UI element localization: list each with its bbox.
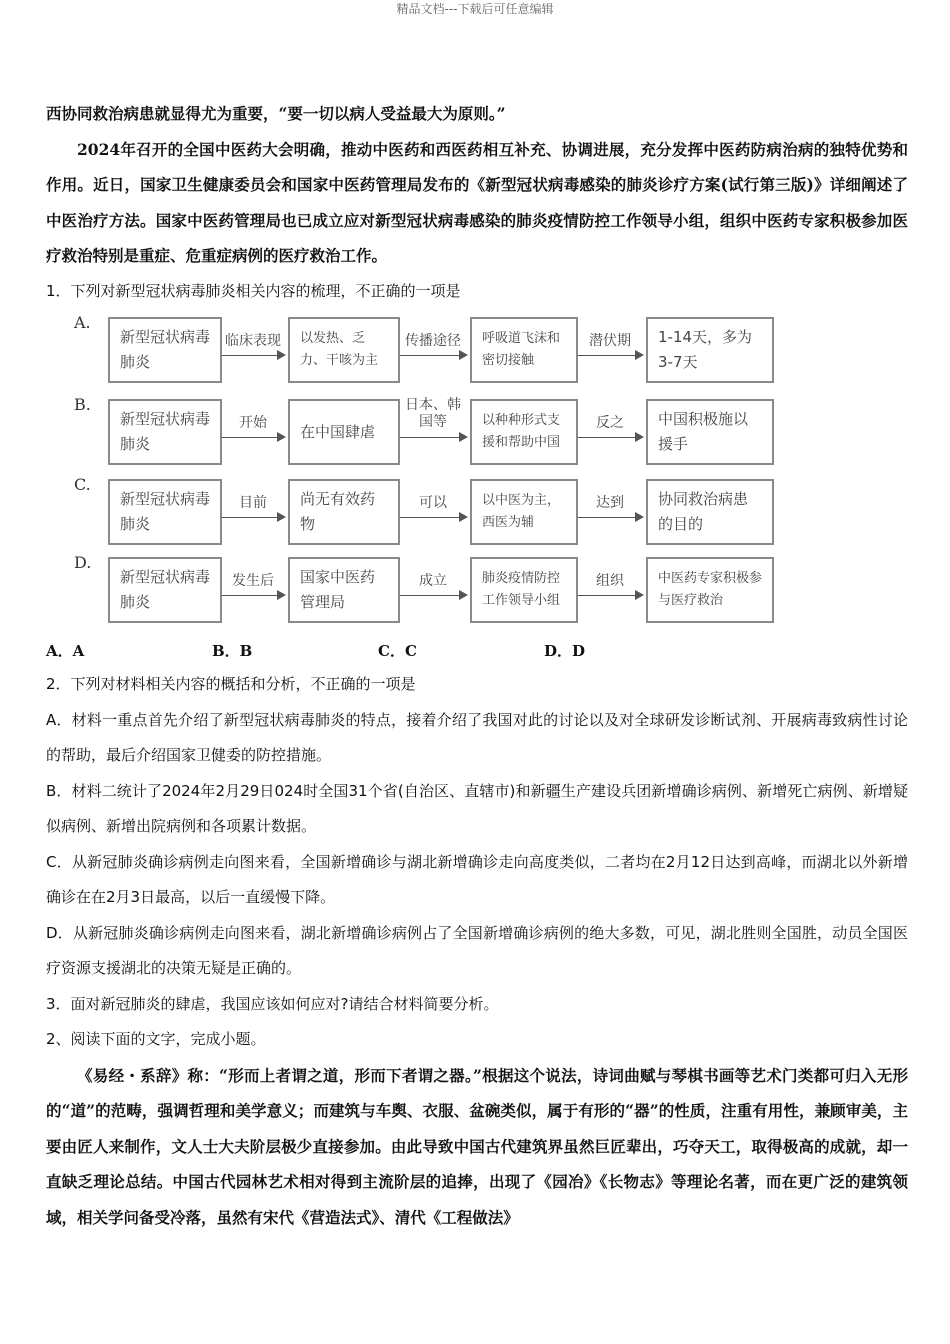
- flow-box: 新型冠状病毒肺炎: [108, 399, 222, 465]
- flow-box: 中医药专家积极参与医疗救治: [646, 557, 774, 623]
- arrow-label: 达到: [596, 495, 624, 511]
- flow-box: 尚无有效药物: [288, 479, 400, 545]
- section-2-heading: 2、阅读下面的文字，完成小题。: [46, 1030, 266, 1048]
- arrow-right-icon: [222, 595, 284, 596]
- question-1-stem: 1．下列对新型冠状病毒肺炎相关内容的梳理，不正确的一项是: [46, 281, 461, 300]
- arrow-right-icon: [578, 595, 642, 596]
- question-2-option-a[interactable]: A．材料一重点首先介绍了新型冠状病毒肺炎的特点，接着介绍了我国对此的讨论以及对全球研发诊断试剂、开展病毒致病性讨论的帮助，最后介绍国家卫健委的防控措施。: [46, 710, 908, 764]
- arrow-right-icon: [222, 355, 284, 356]
- page-header: 精品文档---下载后可任意编辑: [396, 2, 554, 16]
- arrow-label: 开始: [239, 415, 267, 431]
- arrow-label: 传播途径: [405, 333, 461, 349]
- row-label: B.: [74, 395, 91, 414]
- row-label: C.: [74, 475, 91, 494]
- arrow-label: 潜伏期: [589, 333, 631, 349]
- question-2-stem: 2．下列对材料相关内容的概括和分析，不正确的一项是: [46, 675, 416, 693]
- arrow-label: 成立: [419, 573, 447, 589]
- arrow-label: 组织: [596, 573, 624, 589]
- flow-box: 以发热、乏力、干咳为主: [288, 317, 400, 383]
- arrow-right-icon: [578, 437, 642, 438]
- arrow-right-icon: [578, 517, 642, 518]
- flow-row-b: [46, 393, 908, 471]
- flow-box: 1-14天，多为3-7天: [646, 317, 774, 383]
- arrow-right-icon: [222, 437, 284, 438]
- arrow-right-icon: [578, 355, 642, 356]
- arrow-right-icon: [400, 595, 466, 596]
- flow-box: 中国积极施以援手: [646, 399, 774, 465]
- flowchart-diagram: [46, 311, 908, 629]
- question-2-option-b[interactable]: B．材料二统计了2024年2月29日024时全国31个省(自治区、直辖市)和新疆生产建设兵团新增确诊病例、新增死亡病例、新增疑似病例、新增出院病例和各项累计数据。: [46, 781, 908, 835]
- flow-box: 以中医为主，西医为辅: [470, 479, 578, 545]
- question-1-options: [46, 635, 908, 667]
- flow-box: 新型冠状病毒肺炎: [108, 557, 222, 623]
- row-label: D.: [74, 553, 92, 572]
- intro-paragraph-2: 2024年召开的全国中医药大会明确，推动中医药和西医药相互补充、协调进展，充分发挥中医药防病治病的独特优势和作用。近日，国家卫生健康委员会和国家中医药管理局发布的《新型冠状病毒感染的肺炎诊疗方案(试行第三版)》详细阐述了中医治疗方法。国家中医药管理局也已成立应对新型冠状病毒感染的肺炎疫情防控工作领导小组，组织中医药专家积极参加医疗救治特别是重症、危重症病例的医疗救治工作。: [46, 139, 908, 265]
- arrow-label: 可以: [419, 495, 447, 511]
- option-b[interactable]: B．B: [212, 642, 253, 660]
- row-label: A.: [74, 313, 91, 332]
- flow-box: 新型冠状病毒肺炎: [108, 317, 222, 383]
- flow-box: 在中国肆虐: [288, 399, 400, 465]
- arrow-label: 目前: [239, 495, 267, 511]
- option-d[interactable]: D．D: [544, 642, 586, 660]
- intro-paragraph-1: 西协同救治病患就显得尤为重要，“要一切以病人受益最大为原则。”: [46, 104, 506, 123]
- arrow-right-icon: [222, 517, 284, 518]
- option-a[interactable]: A．A: [46, 642, 85, 660]
- option-c[interactable]: C．C: [378, 642, 417, 660]
- flow-row-c: [46, 473, 908, 551]
- arrow-label: 日本、韩国等: [405, 397, 461, 430]
- question-2-option-d[interactable]: D．从新冠肺炎确诊病例走向图来看，湖北新增确诊病例占了全国新增确诊病例的绝大多数，可见，湖北胜则全国胜，动员全国医疗资源支援湖北的决策无疑是正确的。: [46, 923, 908, 977]
- question-2-option-c[interactable]: C．从新冠肺炎确诊病例走向图来看，全国新增确诊与湖北新增确诊走向高度类似，二者均在2月12日达到高峰，而湖北以外新增确诊在在2月3日最高，以后一直缓慢下降。: [46, 852, 908, 906]
- flow-row-a: [46, 311, 908, 389]
- arrow-right-icon: [400, 517, 466, 518]
- flow-box: 新型冠状病毒肺炎: [108, 479, 222, 545]
- section-2-paragraph: 《易经・系辞》称：“形而上者谓之道，形而下者谓之器。”根据这个说法，诗词曲赋与琴棋书画等艺术门类都可归入无形的“道”的范畴，强调哲理和美学意义；而建筑与车舆、衣服、盆碗类似，属于有形的“器”的性质，注重有用性，兼顾审美，主要由匠人来制作，文人士大夫阶层极少直接参加。由此导致中国古代建筑界虽然巨匠辈出，巧夺天工，取得极高的成就，却一直缺乏理论总结。中国古代园林艺术相对得到主流阶层的追捧，出现了《园冶》《长物志》等理论名著，而在更广泛的建筑领域，相关学问备受冷落，虽然有宋代《营造法式》、清代《工程做法》: [46, 1065, 908, 1227]
- arrow-label: 临床表现: [225, 333, 281, 349]
- flow-box: 协同救治病患的目的: [646, 479, 774, 545]
- arrow-label: 反之: [596, 415, 624, 431]
- flow-box: 以种种形式支援和帮助中国: [470, 399, 578, 465]
- flow-row-d: [46, 551, 908, 629]
- flow-box: 肺炎疫情防控工作领导小组: [470, 557, 578, 623]
- flow-box: 呼吸道飞沫和密切接触: [470, 317, 578, 383]
- arrow-right-icon: [400, 437, 466, 438]
- arrow-label: 发生后: [232, 573, 274, 589]
- arrow-right-icon: [400, 355, 466, 356]
- flow-box: 国家中医药管理局: [288, 557, 400, 623]
- question-3-stem: 3．面对新冠肺炎的肆虐，我国应该如何应对?请结合材料简要分析。: [46, 994, 499, 1013]
- document-body: [46, 96, 908, 1235]
